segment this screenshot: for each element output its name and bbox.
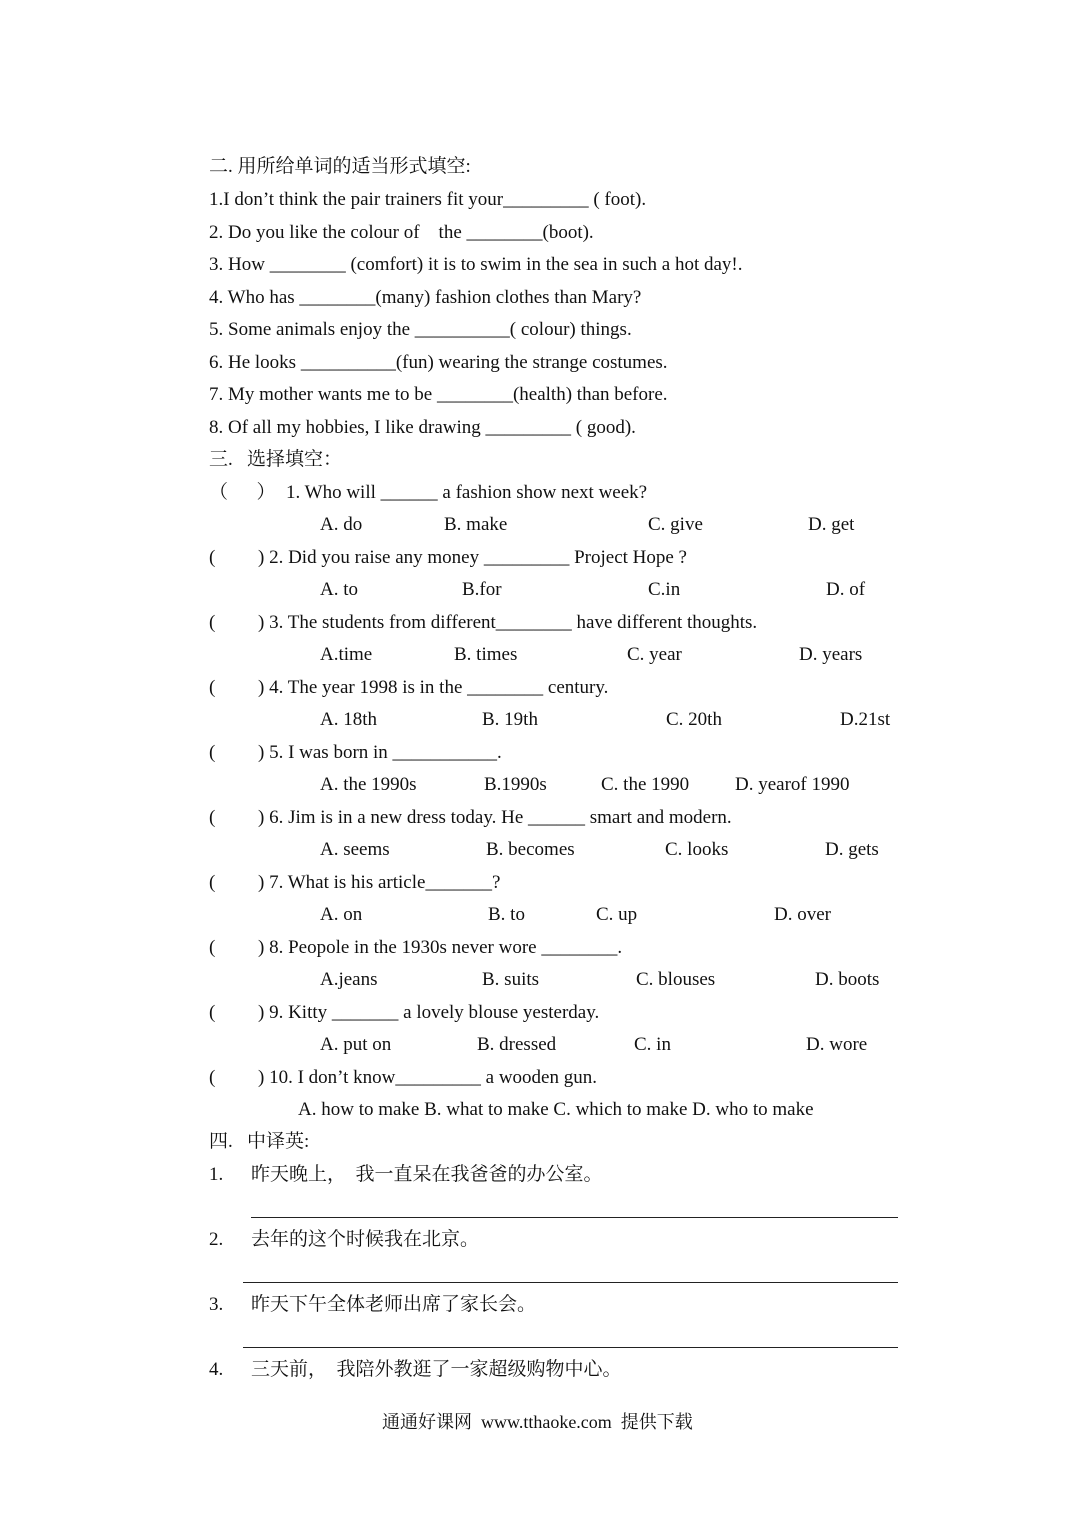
option-c: C. the 1990	[601, 774, 690, 795]
section2-title: 二. 用所给单词的适当形式填空:	[209, 156, 471, 177]
fill-blank-item-4: 4. Who has ________(many) fashion clothes than Mary?	[209, 287, 642, 308]
option-d: D. years	[799, 644, 863, 665]
option-d: D.21st	[840, 709, 891, 730]
option-b: B.for	[462, 579, 502, 600]
answer-paren: (	[209, 547, 216, 568]
option-d: D. over	[774, 904, 831, 925]
answer-paren: (	[209, 807, 216, 828]
option-a: A. put on	[320, 1034, 392, 1055]
option-c: C. give	[648, 514, 703, 535]
answer-paren: (	[209, 612, 216, 633]
option-d: D. of	[826, 579, 866, 600]
option-d: D. boots	[815, 969, 880, 990]
option-a: A. 18th	[320, 709, 377, 730]
page-footer: 通通好课网 www.tthaoke.com 提供下载	[382, 1412, 693, 1432]
translation-number: 1.	[209, 1164, 224, 1185]
answer-paren: (	[209, 1067, 216, 1088]
translation-number: 2.	[209, 1229, 224, 1250]
option-d: D. get	[808, 514, 855, 535]
option-b: B. 19th	[482, 709, 538, 730]
question-stem: ) 6. Jim is in a new dress today. He ______ smart and modern.	[258, 807, 732, 828]
option-a: A. do	[320, 514, 363, 535]
question-stem: 1. Who will ______ a fashion show next week?	[286, 482, 648, 503]
fill-blank-item-5: 5. Some animals enjoy the __________( colour) things.	[209, 319, 632, 340]
question-stem: ) 5. I was born in ___________.	[258, 742, 502, 763]
fill-blank-item-3: 3. How ________ (comfort) it is to swim in the sea in such a hot day!.	[209, 254, 743, 275]
question-stem: ) 10. I don’t know_________ a wooden gun.	[258, 1067, 597, 1088]
option-a: A.time	[320, 644, 373, 665]
option-c: C. looks	[665, 839, 729, 860]
answer-line	[251, 1217, 898, 1218]
translation-prompt: 昨天下午全体老师出席了家长会。	[251, 1294, 537, 1315]
question-stem: ) 9. Kitty _______ a lovely blouse yesterday.	[258, 1002, 600, 1023]
answer-paren: (	[209, 677, 216, 698]
translation-prompt: 去年的这个时候我在北京。	[251, 1229, 480, 1250]
option-c: C. in	[634, 1034, 671, 1055]
option-d: D. yearof 1990	[735, 774, 850, 795]
options-line: A. how to make B. what to make C. which to make D. who to make	[298, 1099, 814, 1120]
translation-prompt: 昨天晚上， 我一直呆在我爸爸的办公室。	[251, 1164, 603, 1185]
option-c: C.in	[648, 579, 681, 600]
question-stem: ) 4. The year 1998 is in the ________ century.	[258, 677, 609, 698]
fill-blank-item-6: 6. He looks __________(fun) wearing the strange costumes.	[209, 352, 668, 373]
section3-title: 三. 选择填空：	[209, 449, 343, 470]
translation-prompt: 三天前， 我陪外教逛了一家超级购物中心。	[251, 1359, 622, 1380]
option-b: B. becomes	[486, 839, 575, 860]
option-a: A.jeans	[320, 969, 378, 990]
option-c: C. 20th	[666, 709, 722, 730]
option-b: B. to	[488, 904, 525, 925]
answer-line	[243, 1282, 898, 1283]
answer-line	[243, 1347, 898, 1348]
fill-blank-item-2: 2. Do you like the colour of the ________(boot).	[209, 222, 594, 243]
option-b: B. dressed	[477, 1034, 557, 1055]
option-b: B. make	[444, 514, 508, 535]
fill-blank-item-8: 8. Of all my hobbies, I like drawing _________ ( good).	[209, 417, 636, 438]
option-d: D. gets	[825, 839, 879, 860]
answer-paren: (	[209, 937, 216, 958]
answer-paren: （ ）	[209, 482, 276, 503]
option-b: B. suits	[482, 969, 540, 990]
translation-number: 3.	[209, 1294, 224, 1315]
fill-blank-item-7: 7. My mother wants me to be ________(health) than before.	[209, 384, 668, 405]
section4-title: 四. 中译英:	[209, 1131, 310, 1152]
option-a: A. the 1990s	[320, 774, 417, 795]
translation-number: 4.	[209, 1359, 224, 1380]
option-c: C. up	[596, 904, 638, 925]
answer-paren: (	[209, 872, 216, 893]
option-b: B. times	[454, 644, 518, 665]
option-a: A. on	[320, 904, 363, 925]
option-c: C. year	[627, 644, 682, 665]
question-stem: ) 7. What is his article_______?	[258, 872, 501, 893]
fill-blank-item-1: 1.I don’t think the pair trainers fit your_________ ( foot).	[209, 189, 647, 210]
option-a: A. seems	[320, 839, 390, 860]
option-d: D. wore	[806, 1034, 868, 1055]
question-stem: ) 3. The students from different________ have different thoughts.	[258, 612, 758, 633]
answer-paren: (	[209, 742, 216, 763]
option-a: A. to	[320, 579, 358, 600]
answer-paren: (	[209, 1002, 216, 1023]
question-stem: ) 2. Did you raise any money _________ Project Hope ?	[258, 547, 687, 568]
option-b: B.1990s	[484, 774, 547, 795]
question-stem: ) 8. Peopole in the 1930s never wore ________.	[258, 937, 623, 958]
option-c: C. blouses	[636, 969, 716, 990]
